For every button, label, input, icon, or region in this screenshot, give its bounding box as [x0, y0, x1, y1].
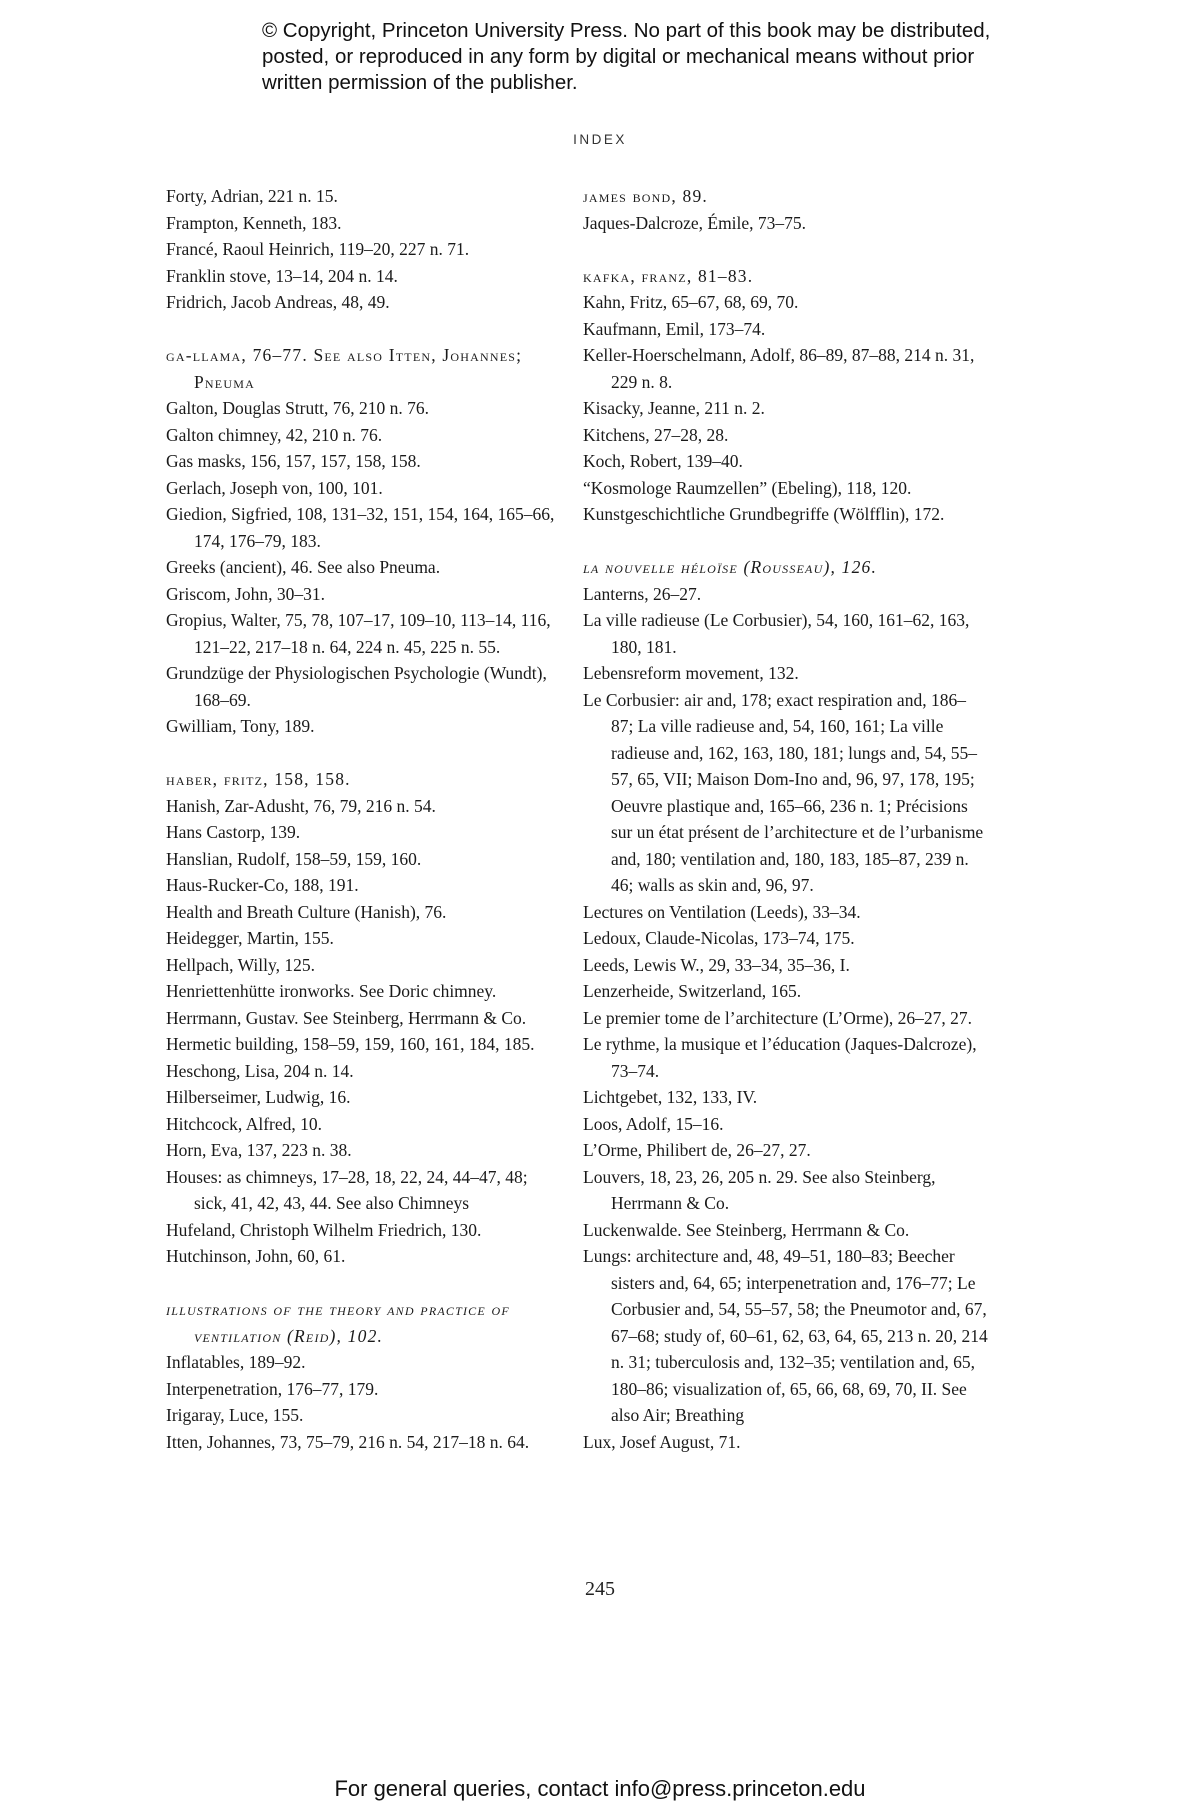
index-entry: illustrations of the theory and practice of ventilation (Reid), 102.: [166, 1299, 510, 1346]
index-entry: Hilberseimer, Ludwig, 16.: [166, 1087, 351, 1107]
index-entry: Lux, Josef August, 71.: [583, 1431, 741, 1452]
index-entry: Lanterns, 26–27.: [583, 583, 702, 604]
index-column-right: [583, 183, 988, 1455]
section-gap: [166, 316, 561, 343]
index-entry: Hanslian, Rudolf, 158–59, 159, 160.: [166, 848, 422, 869]
index-entry: Le Corbusier: air and, 178; exact respiration and, 186–87; La ville radieuse and, 54, 160, 161; La ville radieuse and, 162, 163, 180, 181; lungs and, 54, 55–57, 65, VII; Maison Dom-Ino and, 96, 97, 178, 195; Oeuvre plastique and, 165–66, 236 n. 1; Précisions sur un état présent de l’architecture et de l’urbanisme and, 180; ventilation and, 180, 183, 185–87, 239 n. 46; walls as skin and, 96, 97.: [583, 689, 984, 895]
section-gap: [166, 1270, 561, 1297]
index-entry: Frampton, Kenneth, 183.: [166, 212, 342, 233]
index-entry: Leeds, Lewis W., 29, 33–34, 35–36, I.: [583, 954, 850, 975]
index-entry: Gropius, Walter, 75, 78, 107–17, 109–10, 113–14, 116, 121–22, 217–18 n. 64, 224 n. 45, 225 n. 55.: [166, 610, 551, 657]
index-entry: Gas masks, 156, 157, 157, 158, 158.: [166, 451, 421, 471]
index-entry: Galton chimney, 42, 210 n. 76.: [166, 424, 383, 445]
index-entry: Hutchinson, John, 60, 61.: [166, 1246, 346, 1266]
index-entry: Hanish, Zar-Adusht, 76, 79, 216 n. 54.: [166, 795, 436, 816]
index-entry: Herrmann, Gustav. See Steinberg, Herrmann & Co.: [166, 1007, 527, 1028]
index-entry: ga-llama, 76–77. See also Itten, Johannes; Pneuma: [166, 345, 523, 392]
index-entry: Gerlach, Joseph von, 100, 101.: [166, 477, 383, 498]
index-entry: Kahn, Fritz, 65–67, 68, 69, 70.: [583, 292, 799, 312]
index-entry: Henriettenhütte ironworks. See Doric chimney.: [166, 981, 497, 1001]
index-entry: Greeks (ancient), 46. See also Pneuma.: [166, 557, 441, 577]
index-entry: Jaques-Dalcroze, Émile, 73–75.: [583, 212, 807, 233]
index-entry: Lebensreform movement, 132.: [583, 663, 799, 683]
index-entry: Francé, Raoul Heinrich, 119–20, 227 n. 71.: [166, 239, 470, 259]
index-entry: Forty, Adrian, 221 n. 15.: [166, 186, 338, 206]
index-entry: kafka, franz, 81–83.: [583, 265, 754, 286]
index-entry: L’Orme, Philibert de, 26–27, 27.: [583, 1140, 811, 1160]
index-entry: Hellpach, Willy, 125.: [166, 954, 315, 975]
index-entry: Ledoux, Claude-Nicolas, 173–74, 175.: [583, 928, 855, 948]
index-entry: Lichtgebet, 132, 133, IV.: [583, 1087, 758, 1107]
index-entry: Heschong, Lisa, 204 n. 14.: [166, 1060, 354, 1081]
index-entry: Le premier tome de l’architecture (L’Orme), 26–27, 27.: [583, 1007, 973, 1028]
index-entry: la nouvelle héloïse (Rousseau), 126.: [583, 557, 878, 577]
index-entry: Griscom, John, 30–31.: [166, 583, 325, 604]
index-entry: Houses: as chimneys, 17–28, 18, 22, 24, 44–47, 48; sick, 41, 42, 43, 44. See also Chimneys: [166, 1166, 528, 1213]
index-entry: Health and Breath Culture (Hanish), 76.: [166, 901, 447, 922]
index-entry: Gwilliam, Tony, 189.: [166, 716, 315, 736]
index-entry: Itten, Johannes, 73, 75–79, 216 n. 54, 217–18 n. 64.: [166, 1431, 530, 1452]
index-entry: Loos, Adolf, 15–16.: [583, 1113, 724, 1134]
index-entry: Kunstgeschichtliche Grundbegriffe (Wölfflin), 172.: [583, 504, 945, 524]
index-entry: Haus-Rucker-Co, 188, 191.: [166, 875, 359, 895]
index-entry: Fridrich, Jacob Andreas, 48, 49.: [166, 292, 390, 312]
index-entry: Le rythme, la musique et l’éducation (Jaques-Dalcroze), 73–74.: [583, 1034, 977, 1081]
index-entry: Inflatables, 189–92.: [166, 1352, 306, 1372]
index-entry: Kitchens, 27–28, 28.: [583, 424, 729, 445]
index-entry: Hans Castorp, 139.: [166, 822, 301, 842]
copyright-notice: © Copyright, Princeton University Press. No part of this book may be distributed, posted, or reproduced in any form by digital or mechanical means without prior written permission of the publisher.: [262, 19, 991, 94]
index-entry: Franklin stove, 13–14, 204 n. 14.: [166, 265, 398, 286]
index-entry: Lectures on Ventilation (Leeds), 33–34.: [583, 901, 861, 922]
index-entry: Hermetic building, 158–59, 159, 160, 161, 184, 185.: [166, 1034, 535, 1054]
index-entry: Giedion, Sigfried, 108, 131–32, 151, 154, 164, 165–66, 174, 176–79, 183.: [166, 504, 555, 551]
index-entry: haber, fritz, 158, 158.: [166, 769, 351, 789]
section-gap: [583, 528, 988, 555]
index-entry: Hufeland, Christoph Wilhelm Friedrich, 130.: [166, 1219, 482, 1240]
index-entry: Heidegger, Martin, 155.: [166, 928, 334, 948]
index-entry: james bond, 89.: [583, 186, 709, 206]
section-gap: [583, 236, 988, 263]
index-entry: Grundzüge der Physiologischen Psychologie (Wundt), 168–69.: [166, 663, 547, 710]
index-entry: Koch, Robert, 139–40.: [583, 451, 743, 471]
index-entry: Louvers, 18, 23, 26, 205 n. 29. See also Steinberg, Herrmann & Co.: [583, 1166, 936, 1213]
index-entry: Keller-Hoerschelmann, Adolf, 86–89, 87–88, 214 n. 31, 229 n. 8.: [583, 345, 975, 392]
running-header: INDEX: [573, 132, 627, 147]
index-entry: Kisacky, Jeanne, 211 n. 2.: [583, 398, 765, 418]
index-entry: Lungs: architecture and, 48, 49–51, 180–83; Beecher sisters and, 64, 65; interpenetration and, 176–77; Le Corbusier and, 54, 55–57, 58; the Pneumotor and, 67, 67–68; study of, 60–61, 62, 63, 64, 65, 213 n. 20, 214 n. 31; tuberculosis and, 132–35; ventilation and, 65, 180–86; visualization of, 65, 66, 68, 69, 70, II. See also Air; Breathing: [583, 1246, 988, 1425]
index-entry: Lenzerheide, Switzerland, 165.: [583, 981, 802, 1001]
index-entry: Kaufmann, Emil, 173–74.: [583, 318, 766, 339]
index-entry: Hitchcock, Alfred, 10.: [166, 1113, 322, 1134]
index-entry: Galton, Douglas Strutt, 76, 210 n. 76.: [166, 398, 429, 418]
section-gap: [166, 740, 561, 767]
index-column-left: [166, 183, 561, 1455]
index-entry: Horn, Eva, 137, 223 n. 38.: [166, 1140, 352, 1160]
index-entry: Luckenwalde. See Steinberg, Herrmann & Co.: [583, 1219, 910, 1240]
footer-contact: For general queries, contact info@press.princeton.edu: [334, 1776, 866, 1801]
index-entry: “Kosmologe Raumzellen” (Ebeling), 118, 120.: [583, 477, 912, 498]
index-entry: Irigaray, Luce, 155.: [166, 1405, 304, 1425]
index-entry: La ville radieuse (Le Corbusier), 54, 160, 161–62, 163, 180, 181.: [583, 610, 970, 657]
page-number: 245: [585, 1578, 615, 1600]
index-entry: Interpenetration, 176–77, 179.: [166, 1378, 379, 1399]
